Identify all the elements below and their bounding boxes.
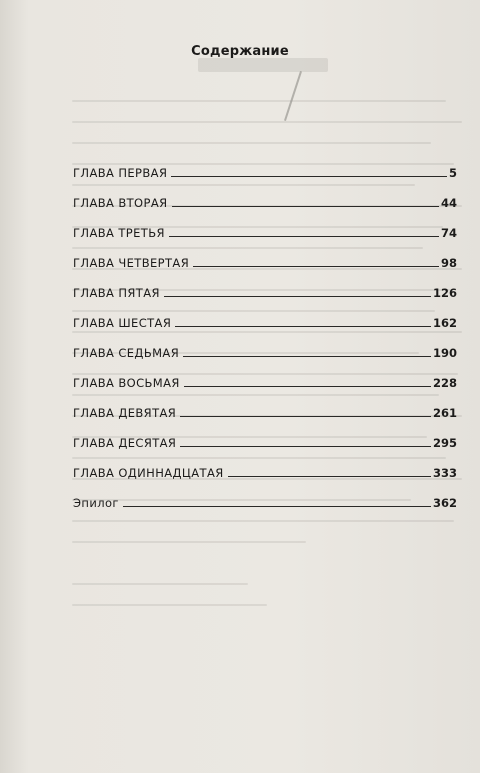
toc-entry [73, 250, 457, 270]
toc-leader-line [228, 475, 431, 477]
toc-entry-label: ГЛАВА ТРЕТЬЯ [73, 226, 165, 240]
toc-entry [73, 160, 457, 180]
toc-entry [73, 340, 457, 360]
toc-leader-line [169, 235, 439, 237]
toc-entry-page: 333 [432, 466, 457, 480]
toc-entry-label: ГЛАВА ВОСЬМАЯ [73, 376, 180, 390]
toc-entry-label: ГЛАВА ПЯТАЯ [73, 286, 160, 300]
toc-leader-line [180, 415, 431, 417]
toc-entry-label: ГЛАВА ДЕСЯТАЯ [73, 436, 177, 450]
toc-title: Содержание [191, 44, 289, 59]
toc-entry-page: 228 [432, 376, 457, 390]
toc-entry-label: ГЛАВА ДЕВЯТАЯ [73, 406, 177, 420]
toc-entry-page: 362 [432, 496, 457, 510]
toc-entry-label: ГЛАВА ШЕСТАЯ [73, 316, 172, 330]
toc-entry-label: ГЛАВА ОДИННАДЦАТАЯ [73, 466, 224, 480]
toc-entry-page: 126 [432, 286, 457, 300]
toc-leader-line [175, 325, 431, 327]
toc-entry [73, 460, 457, 480]
toc-entry-page: 44 [440, 196, 457, 210]
toc-leader-line [193, 265, 439, 267]
toc-entry-page: 190 [432, 346, 457, 360]
toc-leader-line [180, 445, 431, 447]
toc-entry [73, 190, 457, 210]
toc-entry-page: 295 [432, 436, 457, 450]
toc-entry [73, 310, 457, 330]
pencil-mark [284, 71, 302, 121]
toc-entry [73, 370, 457, 390]
toc-leader-line [184, 385, 431, 387]
toc-leader-line [123, 505, 431, 507]
toc-entry-page: 261 [432, 406, 457, 420]
toc-entry-label: ГЛАВА ЧЕТВЕРТАЯ [73, 256, 190, 270]
toc-entry-page: 74 [440, 226, 457, 240]
toc-entry [73, 400, 457, 420]
toc-entry [73, 280, 457, 300]
toc-leader-line [172, 205, 439, 207]
toc-entry-page: 162 [432, 316, 457, 330]
toc-entry-label: ГЛАВА ПЕРВАЯ [73, 166, 168, 180]
toc-entry-label: ГЛАВА ВТОРАЯ [73, 196, 168, 210]
toc-leader-line [164, 295, 431, 297]
toc-entry-page: 98 [440, 256, 457, 270]
toc-entry [73, 490, 457, 510]
bleed-through-heading [198, 58, 328, 72]
toc-entry-label: Эпилог [73, 496, 119, 510]
toc-entry-page: 5 [448, 166, 457, 180]
toc-entry-label: ГЛАВА СЕДЬМАЯ [73, 346, 180, 360]
toc-leader-line [183, 355, 431, 357]
toc-entry [73, 430, 457, 450]
toc-leader-line [171, 175, 447, 177]
toc-entry [73, 220, 457, 240]
